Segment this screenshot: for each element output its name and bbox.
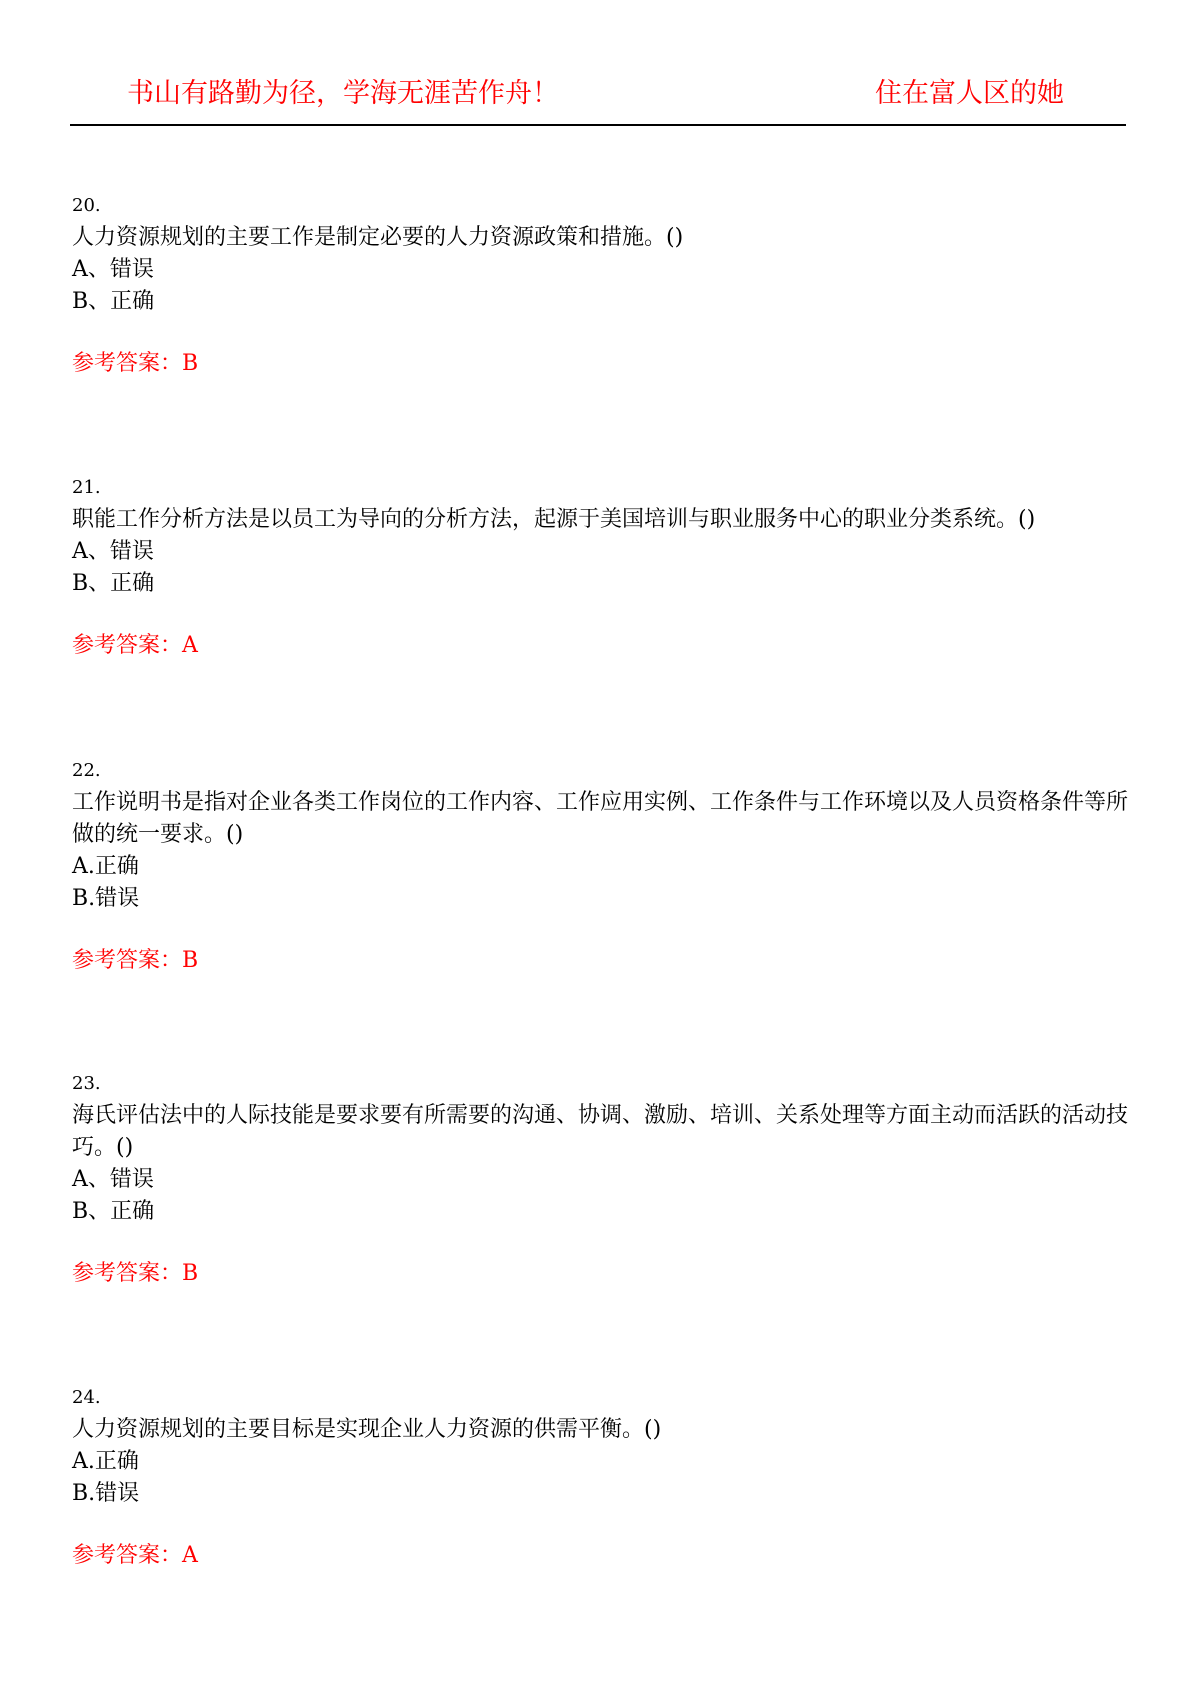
option-a: A、错误 [72, 1167, 154, 1192]
header-motto: 书山有路勤为径，学海无涯苦作舟！ [127, 78, 559, 109]
question-text: 人力资源规划的主要工作是制定必要的人力资源政策和措施。() [72, 225, 684, 250]
option-b: B、正确 [72, 571, 155, 596]
option-b: B.错误 [72, 886, 140, 911]
question-text: 海氏评估法中的人际技能是要求要有所需要的沟通、协调、激励、培训、关系处理等方面主动而活跃的活动技巧。() [72, 1103, 1129, 1160]
option-b: B、正确 [72, 1199, 155, 1224]
reference-answer: 参考答案：A [72, 1543, 198, 1568]
question-text: 人力资源规划的主要目标是实现企业人力资源的供需平衡。() [72, 1417, 662, 1442]
question-number: 20. [72, 195, 101, 216]
page-header [70, 76, 1126, 126]
reference-answer: 参考答案：A [72, 633, 198, 658]
question-number: 22. [72, 760, 101, 781]
question-text: 工作说明书是指对企业各类工作岗位的工作内容、工作应用实例、工作条件与工作环境以及人员资格条件等所做的统一要求。() [72, 790, 1129, 847]
option-a: A.正确 [72, 1449, 139, 1474]
question-text: 职能工作分析方法是以员工为导向的分析方法，起源于美国培训与职业服务中心的职业分类系统。() [72, 507, 1036, 532]
reference-answer: 参考答案：B [72, 1261, 199, 1286]
option-a: A.正确 [72, 854, 139, 879]
option-b: B.错误 [72, 1481, 140, 1506]
question-21 [72, 472, 1132, 662]
option-a: A、错误 [72, 257, 154, 282]
question-23 [72, 1068, 1132, 1290]
header-author: 住在富人区的她 [875, 78, 1064, 109]
question-number: 21. [72, 477, 101, 498]
question-24 [72, 1382, 1132, 1572]
question-20 [72, 190, 1132, 380]
option-a: A、错误 [72, 539, 154, 564]
question-number: 24. [72, 1387, 101, 1408]
reference-answer: 参考答案：B [72, 351, 199, 376]
option-b: B、正确 [72, 289, 155, 314]
question-22 [72, 755, 1132, 977]
question-number: 23. [72, 1073, 101, 1094]
reference-answer: 参考答案：B [72, 948, 199, 973]
